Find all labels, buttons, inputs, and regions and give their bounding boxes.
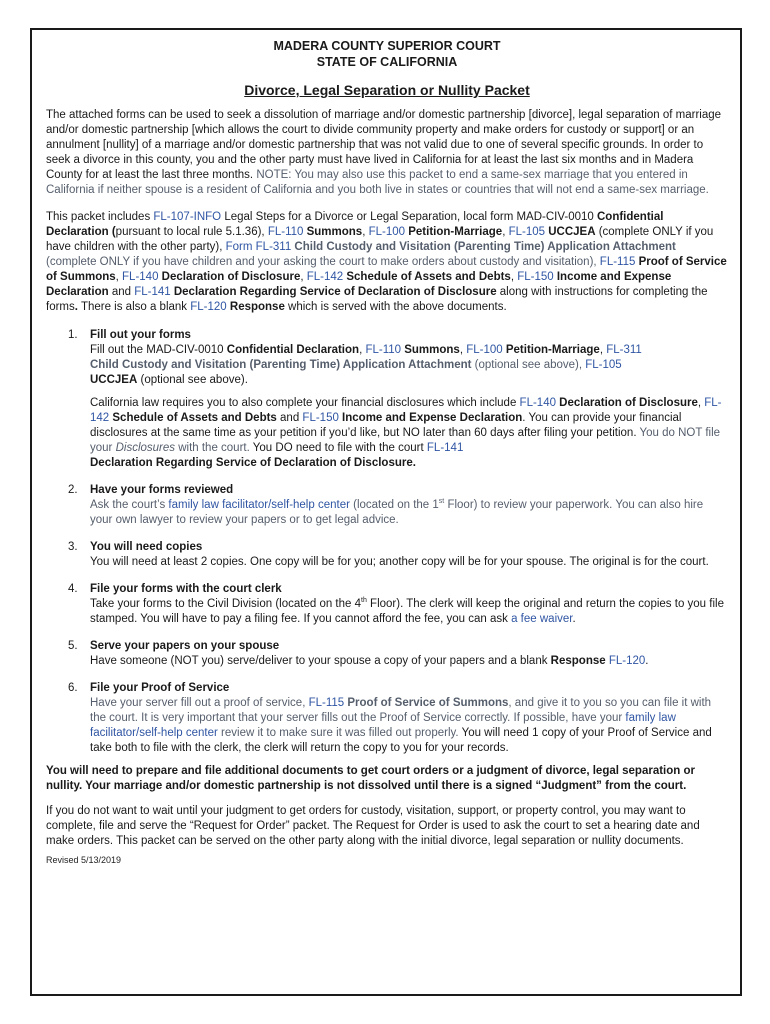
link-fl-107-info[interactable]: FL-107-INFO [153,211,222,223]
step-heading: File your Proof of Service [90,682,230,694]
link-fl-110[interactable]: FL-110 [365,344,402,356]
link-fl-141[interactable]: FL-141 [426,442,464,454]
link-fl-142[interactable]: FL-142 [306,271,344,283]
list-item: 2. Have your forms reviewed Ask the court’s family law facilitator/self-help center (located on the 1st Floor) to review your paperwork. You can also hire your own lawyer to review your papers or to get legal advice. [46,483,728,528]
link-fl-150[interactable]: FL-150 [517,271,554,283]
document-border [30,28,742,996]
step-text: Take your forms to the Civil Division (located on the 4th Floor). The clerk will keep the original and return the copies to you file stamped. You will have to pay a filing fee. If you cannot afford the fee, you can ask a fee waiver. [90,597,724,625]
link-fl-140[interactable]: FL-140 [519,397,556,409]
step-text: Ask the court’s family law facilitator/self-help center (located on the 1st Floor) to review your paperwork. You can also hire your own lawyer to review your papers or to get legal advice. [90,498,704,526]
step-text: Have your server fill out a proof of service, FL-115 Proof of Service of Summons, and give it to you so you can file it with the court. It is very important that your server fills out the Proof of Service correctly. If possible, have your family law facilitator/self-help center review it to make sure it was filled out properly. You will need 1 copy of your Proof of Service and take both to file with the clerk, the clerk will return the copy to you for your records. [90,697,712,754]
link-fl-140[interactable]: FL-140 [122,271,159,283]
link-fl-115[interactable]: FL-115 [599,256,636,268]
link-fl-100[interactable]: FL-100 [466,344,503,356]
link-fl-142[interactable]: FL-142 [90,397,722,424]
link-fl-311[interactable]: FL-311 [606,344,642,356]
steps-list [46,328,728,756]
revised-date: Revised 5/13/2019 [46,855,122,865]
list-item: 5. Serve your papers on your spouse Have someone (NOT you) serve/deliver to your spouse a copy of your papers and a blank Response FL-120. [46,639,728,669]
step-heading: Have your forms reviewed [90,484,234,496]
judgment-notice: You will need to prepare and file additional documents to get court orders or a judgment of divorce, legal separation or nullity. Your marriage and/or domestic partnership is not dissolved until there is a signed “Judgment” from the court. [46,765,695,792]
step-text: You will need at least 2 copies. One copy will be for you; another copy will be for your spouse. The original is for the court. [90,556,709,568]
link-fl-141[interactable]: FL-141 [134,286,171,298]
list-item: 6. File your Proof of Service Have your server fill out a proof of service, FL-115 Proof of Service of Summons, and give it to you so you can file it with the court. It is very important that your server fills out the Proof of Service correctly. If possible, have your family law facilitator/self-help center review it to make sure it was filled out properly. You will need 1 copy of your Proof of Service and take both to file with the clerk, the clerk will return the copy to you for your records. [46,681,728,756]
step-text: Fill out the MAD-CIV-0010 Confidential Declaration, FL-110 Summons, FL-100 Petition-Marriage, FL-311 Child Custody and Visitation (Parenting Time) Application Attachment (optional see above), FL-105 UCCJEA (optional see above). [90,344,642,386]
link-fl-311[interactable]: Form FL-311 [225,241,292,253]
step-heading: You will need copies [90,541,203,553]
step-heading: File your forms with the court clerk [90,583,282,595]
list-item: 1. Fill out your forms Fill out the MAD-CIV-0010 Confidential Declaration, FL-110 Summons, FL-100 Petition-Marriage, FL-311 Child Custody and Visitation (Parenting Time) Application Attachment (optional see above), FL-105 UCCJEA (optional see above). California law requires you to also complete your financial disclosures which include FL-140 Declaration of Disclosure, FL-142 Schedule of Assets and Debts and FL-150 Income and Expense Declaration. You can provide your financial disclosures at the same time as your petition if you’d like, but NO later than 60 days after filing your petition. You do NOT file your Disclosures with the court. You DO need to file with the court FL-141 Declaration Regarding Service of Declaration of Disclosure. [46,328,728,471]
page-title: Divorce, Legal Separation or Nullity Packet [244,82,530,98]
link-fl-115[interactable]: FL-115 [308,697,345,709]
list-item: 3. You will need copies You will need at least 2 copies. One copy will be for you; another copy will be for your spouse. The original is for the court. [46,540,728,570]
step-text: California law requires you to also complete your financial disclosures which include FL-140 Declaration of Disclosure, FL-142 Schedule of Assets and Debts and FL-150 Income and Expense Declaration. You can provide your financial disclosures at the same time as your petition if you’d like, but NO later than 60 days after filing your petition. You do NOT file your Disclosures with the court. You DO need to file with the court FL-141 Declaration Regarding Service of Declaration of Disclosure. [90,397,722,469]
document-body [46,38,728,865]
link-fee-waiver[interactable]: a fee waiver [511,613,573,625]
link-fl-110[interactable]: FL-110 [267,226,304,238]
link-self-help-center[interactable]: family law facilitator/self-help center [168,499,350,511]
list-item: 4. File your forms with the court clerk Take your forms to the Civil Division (located on the 4th Floor). The clerk will keep the original and return the copies to you file stamped. You will have to pay a filing fee. If you cannot afford the fee, you can ask a fee waiver. [46,582,728,627]
packet-contents-paragraph: This packet includes FL-107-INFO Legal Steps for a Divorce or Legal Separation, local form MAD-CIV-0010 Confidential Declaration (pursuant to local rule 5.1.36), FL-110 Summons, FL-100 Petition-Marriage, FL-105 UCCJEA (complete ONLY if you have children with the other party), Form FL-311 Child Custody and Visitation (Parenting Time) Application Attachment (complete ONLY if you have children and your asking the court to make orders about custody and visitation), FL-115 Proof of Service of Summons, FL-140 Declaration of Disclosure, FL-142 Schedule of Assets and Debts, FL-150 Income and Expense Declaration and FL-141 Declaration Regarding Service of Declaration of Disclosure along with instructions for completing the forms. There is also a blank FL-120 Response which is served with the above documents. [46,211,727,313]
link-fl-105[interactable]: FL-105 [585,359,622,371]
link-fl-105[interactable]: FL-105 [508,226,546,238]
intro-paragraph: The attached forms can be used to seek a dissolution of marriage and/or domestic partnership [divorce], legal separation of marriage and/or domestic partnership [which allows the court to divide community property and make orders for custody or support] or an annulment [nullity] of a marriage and/or domestic partnership that was not valid due to one of several specific grounds. In order to seek a divorce in this county, you and the other party must have lived in California for at least the last six months and in Madera County for at least the last three months. NOTE: You may also use this packet to end a same-sex marriage that you entered in California if neither spouse is a resident of California and you both live in states or countries that will not end a same-sex marriage. [46,109,722,196]
step-heading: Fill out your forms [90,329,191,341]
state-name: STATE OF CALIFORNIA [316,55,458,69]
link-self-help-center[interactable]: family law facilitator/self-help center [90,712,676,739]
link-fl-120[interactable]: FL-120 [608,655,646,667]
link-fl-120[interactable]: FL-120 [190,301,227,313]
link-fl-150[interactable]: FL-150 [302,412,339,424]
step-text: Have someone (NOT you) serve/deliver to your spouse a copy of your papers and a blank Response FL-120. [90,655,649,667]
link-fl-100[interactable]: FL-100 [368,226,406,238]
court-name: MADERA COUNTY SUPERIOR COURT [273,39,501,53]
step-heading: Serve your papers on your spouse [90,640,280,652]
request-for-order-paragraph: If you do not want to wait until your judgment to get orders for custody, visitation, support, or property control, you may want to complete, file and serve the “Request for Order” packet. The Request for Order is used to ask the court to set a hearing date and make orders. This packet can be served on the other party along with the initial divorce, legal separation or nullity documents. [46,805,700,847]
